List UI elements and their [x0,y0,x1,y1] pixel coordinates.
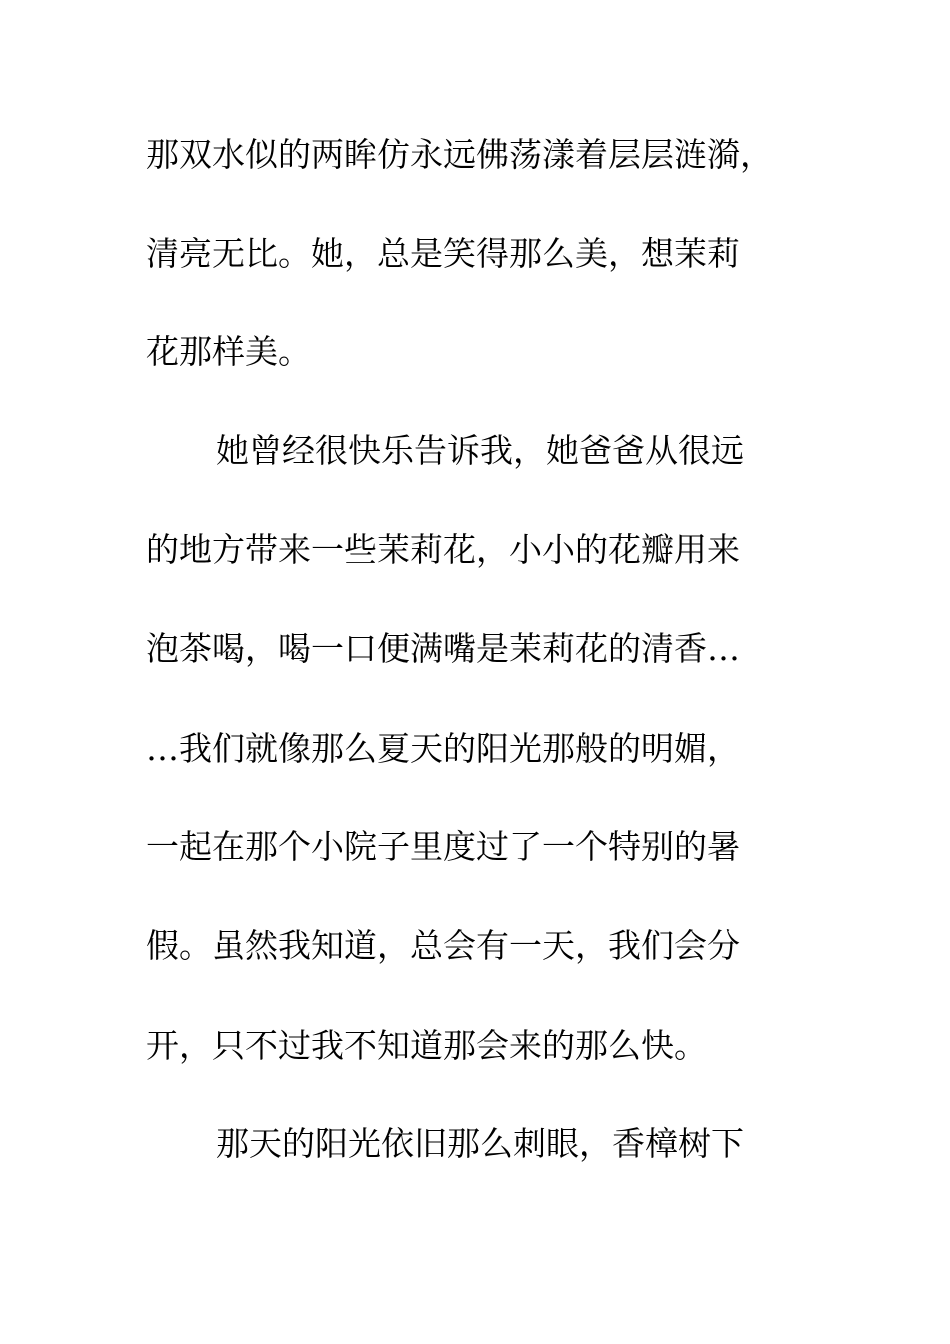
text-line-6: 泡茶喝，喝一口便满嘴是茉莉花的清香… [146,629,740,668]
text-line-4: 她曾经很快乐告诉我，她爸爸从很远 [216,431,744,470]
text-line-5: 的地方带来一些茉莉花，小小的花瓣用来 [146,530,740,569]
text-line-8: 一起在那个小院子里度过了一个特别的暑 [146,827,740,866]
text-line-2: 清亮无比。她，总是笑得那么美，想茉莉 [146,234,740,273]
text-line-7: …我们就像那么夏天的阳光那般的明媚， [146,729,740,768]
text-line-9: 假。虽然我知道，总会有一天，我们会分 [146,926,740,965]
text-line-1: 那双水似的两眸仿永远佛荡漾着层层涟漪， [146,135,773,174]
text-line-11: 那天的阳光依旧那么刺眼，香樟树下 [216,1124,744,1163]
text-line-10: 开，只不过我不知道那会来的那么快。 [146,1026,707,1065]
text-line-3: 花那样美。 [146,332,311,371]
